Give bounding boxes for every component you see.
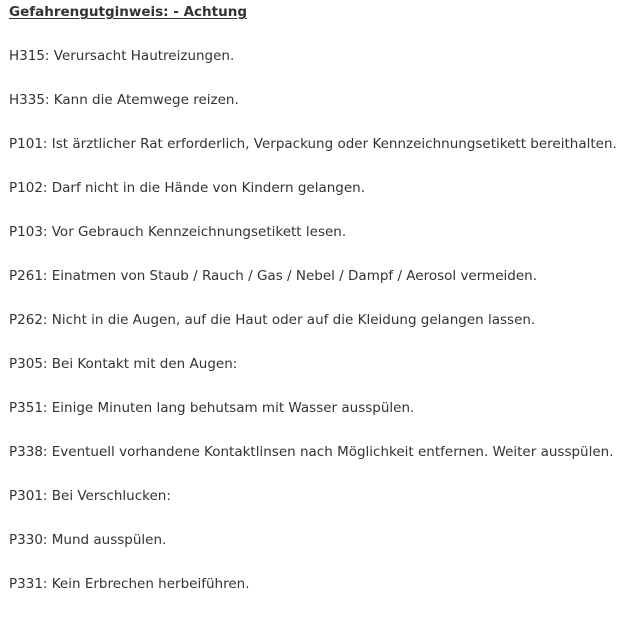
- precaution-statement-p305: P305: Bei Kontakt mit den Augen:: [9, 356, 238, 372]
- precaution-statement-p301: P301: Bei Verschlucken:: [9, 488, 171, 504]
- precaution-statement-p103: P103: Vor Gebrauch Kennzeichnungsetikett lesen.: [9, 224, 347, 240]
- precaution-statement-p338: P338: Eventuell vorhandene Kontaktlinsen nach Möglichkeit entfernen. Weiter ausspülen.: [9, 444, 614, 460]
- precaution-statement-p330: P330: Mund ausspülen.: [9, 532, 167, 548]
- precaution-statement-p331: P331: Kein Erbrechen herbeiführen.: [9, 576, 250, 592]
- hazard-statement-h335: H335: Kann die Atemwege reizen.: [9, 92, 239, 108]
- hazard-statement-h315: H315: Verursacht Hautreizungen.: [9, 48, 235, 64]
- hazard-notice: [9, 3, 619, 619]
- hazard-statement-list: [9, 47, 619, 593]
- hazard-heading: Gefahrengutginweis: - Achtung: [9, 4, 247, 20]
- precaution-statement-p102: P102: Darf nicht in die Hände von Kindern gelangen.: [9, 180, 366, 196]
- precaution-statement-p351: P351: Einige Minuten lang behutsam mit Wasser ausspülen.: [9, 400, 415, 416]
- precaution-statement-p101: P101: Ist ärztlicher Rat erforderlich, Verpackung oder Kennzeichnungsetikett bereithalten.: [9, 136, 617, 152]
- precaution-statement-p261: P261: Einatmen von Staub / Rauch / Gas / Nebel / Dampf / Aerosol vermeiden.: [9, 268, 537, 284]
- precaution-statement-p262: P262: Nicht in die Augen, auf die Haut oder auf die Kleidung gelangen lassen.: [9, 312, 536, 328]
